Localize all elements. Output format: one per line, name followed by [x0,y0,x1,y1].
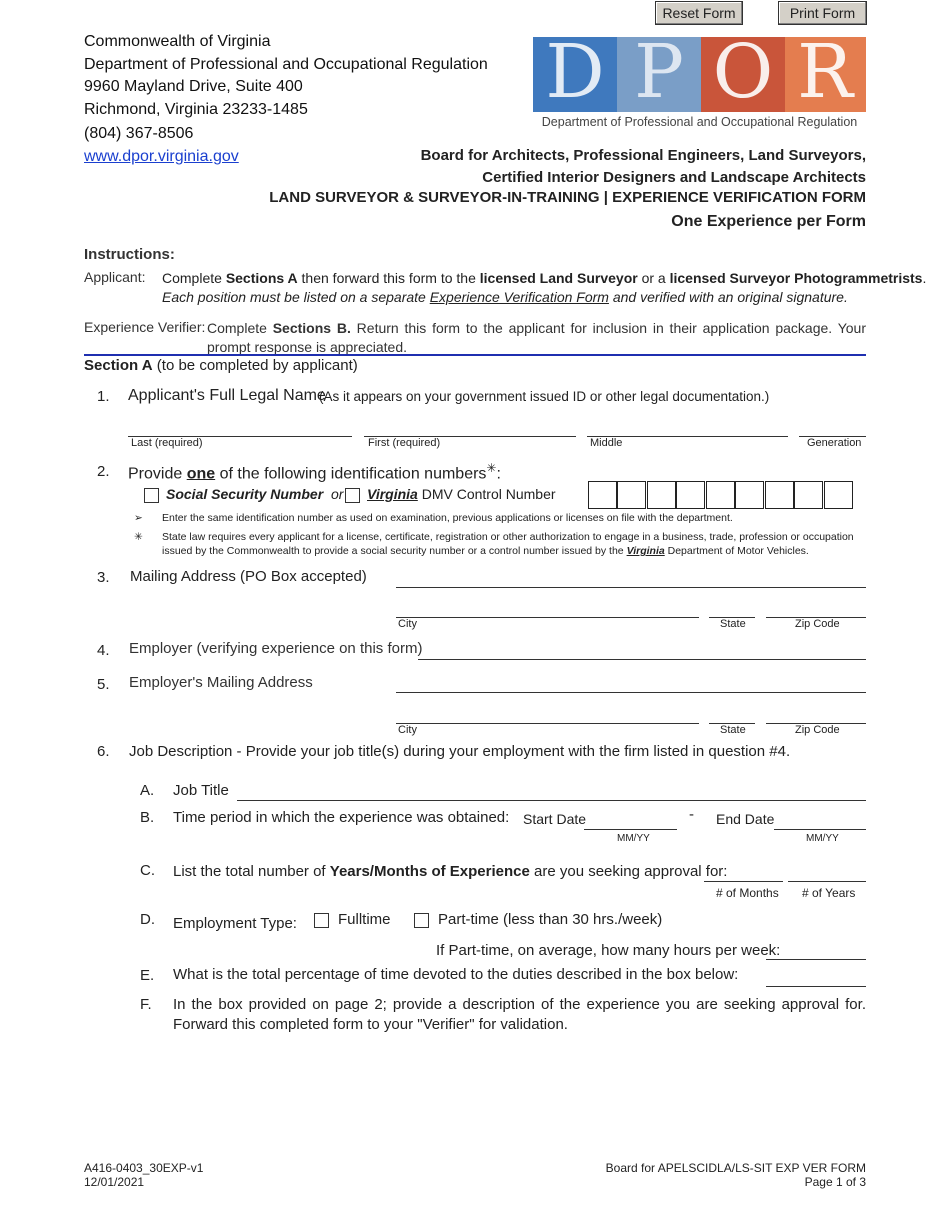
start-date-format: MM/YY [617,833,650,844]
job-title-line [237,800,866,801]
fulltime-checkbox[interactable] [314,913,329,928]
id-note-1: Enter the same identification number as used on examination, previous applications or licenses on file with the department. [162,512,733,524]
q6a-letter: A. [140,782,155,799]
generation-input[interactable] [799,418,866,436]
start-date-line [584,829,677,830]
verifier-label: Experience Verifier: [84,319,206,335]
end-date-input[interactable] [774,811,866,829]
city-caption: City [398,618,417,630]
logo-letter: D [545,37,605,115]
employer-address-input[interactable] [396,674,866,692]
fulltime-label: Fulltime [338,911,391,928]
start-date-input[interactable] [584,811,677,829]
verifier-instructions: Complete Sections B. Return this form to the applicant for inclusion in their application package. Your prompt response is appreciated. [207,320,866,355]
date-range-dash: - [689,806,694,823]
first-name-caption: First (required) [368,437,441,449]
q6e-letter: E. [140,967,155,984]
job-title-label: Job Title [173,782,229,799]
logo-caption: Department of Professional and Occupational Regulation [541,115,858,129]
description-instructions: In the box provided on page 2; provide a description of the experience you are seeking approval for. Forward this completed form to your "Verifier" for validation. [173,996,866,1033]
parttime-hours-line [766,959,866,960]
employer-input[interactable] [418,641,866,659]
id-digit-box[interactable] [824,481,853,509]
q6d-letter: D. [140,911,155,928]
employer-city-caption: City [398,724,417,736]
id-digit-box[interactable] [735,481,764,509]
state-input[interactable] [709,599,755,617]
q1-label: Applicant's Full Legal Name [128,387,326,404]
months-input[interactable] [704,863,783,881]
agency-line-3: 9960 Mayland Drive, Suite 400 [84,78,303,95]
q4-label: Employer (verifying experience on this form) [129,640,423,657]
agency-line-1: Commonwealth of Virginia [84,33,271,50]
employer-city-input[interactable] [396,705,699,723]
q3-number: 3. [97,569,110,586]
months-line [704,881,783,882]
city-line [396,617,699,618]
years-caption: # of Years [802,886,856,900]
employer-line [418,659,866,660]
first-name-input[interactable] [364,418,576,436]
last-name-input[interactable] [128,418,352,436]
q6-number: 6. [97,743,110,760]
state-caption: State [720,618,746,630]
q6b-letter: B. [140,809,155,826]
experience-total-label: List the total number of Years/Months of Experience are you seeking approval for: [173,863,728,880]
id-digit-box[interactable] [794,481,823,509]
dmv-checkbox[interactable] [345,488,360,503]
q6-label: Job Description - Provide your job title(s) during your employment with the firm listed in question #4. [129,743,791,760]
parttime-checkbox[interactable] [414,913,429,928]
percentage-label: What is the total percentage of time devoted to the duties described in the box below: [173,966,739,983]
percentage-line [766,986,866,987]
applicant-label: Applicant: [84,269,146,285]
id-digit-box[interactable] [706,481,735,509]
q6c-letter: C. [140,862,155,879]
dpor-logo [533,37,866,131]
agency-website-link[interactable]: www.dpor.virginia.gov [84,147,239,165]
last-name-caption: Last (required) [131,437,203,449]
end-date-label: End Date [716,811,775,827]
parttime-hours-input[interactable] [766,941,866,959]
id-digit-box[interactable] [765,481,794,509]
parttime-hours-label: If Part-time, on average, how many hours per week: [436,942,781,959]
id-digit-box[interactable] [647,481,676,509]
q6f-letter: F. [140,996,152,1013]
section-divider [84,354,866,356]
start-date-label: Start Date [523,811,587,827]
mailing-address-line [396,587,866,588]
id-digit-box[interactable] [617,481,646,509]
form-code: A416-0403_30EXP-v1 [84,1161,204,1175]
q2-number: 2. [97,463,110,480]
mailing-address-input[interactable] [396,569,866,587]
q3-label: Mailing Address (PO Box accepted) [130,568,367,585]
zip-input[interactable] [766,599,866,617]
years-input[interactable] [788,863,866,881]
applicant-instructions: Complete Sections A then forward this form to the licensed Land Surveyor or a licensed Surveyor Photogrammetrists. Each position must be listed on a separate Experience Verification Form and verified with an original signature. [162,270,927,305]
agency-line-4: Richmond, Virginia 23233-1485 [84,100,308,118]
zip-caption: Zip Code [795,618,840,630]
end-date-line [774,829,866,830]
agency-line-2: Department of Professional and Occupational Regulation [84,55,488,73]
years-line [788,881,866,882]
logo-letter: R [797,37,853,115]
footer-right [606,1161,866,1189]
reset-form-button[interactable]: Reset Form [655,1,743,25]
section-a-heading: Section A (to be completed by applicant) [84,357,358,374]
employer-state-caption: State [720,724,746,736]
page-number: Page 1 of 3 [804,1175,866,1189]
city-input[interactable] [396,599,699,617]
q1-hint: (As it appears on your government issued ID or other legal documentation.) [319,389,770,404]
employer-zip-caption: Zip Code [795,724,840,736]
id-digit-box[interactable] [676,481,705,509]
employer-city-line [396,723,699,724]
middle-name-input[interactable] [587,418,788,436]
employer-zip-input[interactable] [766,705,866,723]
id-note-2: State law requires every applicant for a license, certificate, registration or other authorization to engage in a business, trade, profession or occupation issued by the Commonwealth to provide a social security number or a control number issued by the Virginia Department of Motor Vehicles. [162,531,854,557]
arrow-bullet-icon: ➢ [134,512,143,524]
q5-number: 5. [97,676,110,693]
instructions-heading: Instructions: [84,246,175,263]
id-digit-box[interactable] [588,481,617,509]
middle-name-caption: Middle [590,437,623,449]
employment-type-label: Employment Type: [173,915,297,932]
form-subtitle: One Experience per Form [671,213,866,230]
employer-address-line [396,692,866,693]
board-title-line-2: Certified Interior Designers and Landscape Architects [482,169,866,186]
logo-letter: P [634,37,684,115]
footer-board: Board for APELSCIDLA/LS-SIT EXP VER FORM [605,1161,866,1175]
ssn-checkbox[interactable] [144,488,159,503]
ssn-label: Social Security Number or [166,486,344,502]
print-form-button[interactable]: Print Form [778,1,867,25]
footer-left [84,1161,203,1189]
end-date-format: MM/YY [806,833,839,844]
dmv-label: Virginia DMV Control Number [367,486,556,502]
agency-phone: (804) 367-8506 [84,125,194,142]
star-bullet-icon: ✳ [134,531,143,543]
form-title: LAND SURVEYOR & SURVEYOR-IN-TRAINING | EXPERIENCE VERIFICATION FORM [269,189,866,206]
time-period-label: Time period in which the experience was obtained: [173,809,510,826]
job-title-input[interactable] [237,782,866,800]
employer-state-input[interactable] [709,705,755,723]
parttime-label: Part-time (less than 30 hrs./week) [438,911,663,928]
board-title-line-1: Board for Architects, Professional Engineers, Land Surveyors, [420,147,866,164]
q5-label: Employer's Mailing Address [129,674,313,691]
generation-caption: Generation [807,437,862,449]
percentage-input[interactable] [766,968,866,986]
q4-number: 4. [97,642,110,659]
q2-label: Provide one of the following identification numbers✳: [128,461,501,483]
q1-number: 1. [97,388,110,405]
months-caption: # of Months [716,886,779,900]
form-date: 12/01/2021 [84,1175,145,1189]
logo-letter: O [712,37,774,115]
